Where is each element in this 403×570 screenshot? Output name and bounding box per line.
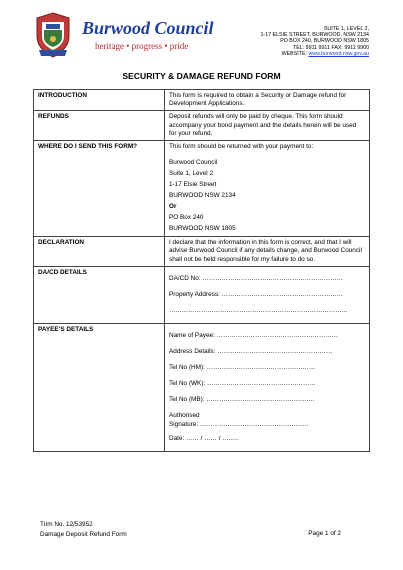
where-content [165, 141, 370, 237]
trim-number: Trim No. 12/53952 [40, 521, 93, 528]
council-tagline: heritage • progress • pride [95, 41, 189, 51]
introduction-text: This form is required to obtain a Security or Damage refund for Development Applications. [165, 90, 370, 111]
payee-address-field[interactable]: Address Details: ……………………………………………… [169, 347, 333, 355]
mail-address-line: BURWOOD NSW 2134 [169, 192, 236, 200]
address-line: 1-17 ELSIE STREET, BURWOOD, NSW 2134 [260, 32, 369, 39]
authorised-label: Authorised [169, 411, 200, 419]
date-field[interactable]: Date: …… / …… / …….. [169, 434, 239, 442]
refunds-text: Deposit refunds will only be paid by cheque. This form should accompany your bond payment and the details herein will be used for your refund. [165, 111, 370, 141]
mail-address-line: PO Box 240 [169, 214, 204, 222]
where-intro: This form should be returned with your payment to: [169, 143, 314, 151]
section-label: DA/CD DETAILS [34, 266, 165, 323]
payee-name-field[interactable]: Name of Payee: ………………………………………………… [169, 331, 339, 339]
section-label: DECLARATION [34, 237, 165, 267]
table-row [34, 237, 370, 267]
council-crest-logo [33, 12, 73, 58]
tel-home-field[interactable]: Tel No (HM): …………………………………………… [169, 363, 316, 371]
tel-work-field[interactable]: Tel No (WK): …………………………………………… [169, 379, 316, 387]
or-separator: Or [169, 203, 177, 211]
section-label: PAYEE’S DETAILS [34, 323, 165, 451]
table-row [34, 323, 370, 451]
section-label: REFUNDS [34, 111, 165, 141]
council-address-block [260, 26, 369, 57]
dacd-fields [165, 266, 370, 323]
dacd-number-field[interactable]: DA/CD No: ………………………………………………………… [169, 274, 343, 282]
website-line [260, 51, 369, 57]
mail-address-line: Suite 1, Level 2 [169, 170, 214, 178]
property-address-field[interactable]: Property Address: ………………………………………………… [169, 290, 343, 298]
declaration-text: I declare that the information in this form is correct, and that I will advise Burwood Council if any details change, and Burwood Council shall not be held responsible for my failure to do so. [165, 237, 370, 267]
website-label: WEBSITE: [281, 50, 307, 57]
payee-fields [165, 323, 370, 451]
section-label: WHERE DO I SEND THIS FORM? [34, 141, 165, 237]
website-link[interactable]: www.burwood.nsw.gov.au [308, 50, 369, 57]
council-name: Burwood Council [82, 18, 214, 38]
tel-mobile-field[interactable]: Tel No (MB): …………………………………………… [169, 395, 315, 403]
mail-address-line: Burwood Council [169, 159, 218, 167]
mail-address-line: BURWOOD NSW 1805 [169, 225, 236, 233]
mail-address-line: 1-17 Elsie Street [169, 181, 217, 189]
form-title: SECURITY & DAMAGE REFUND FORM [122, 71, 281, 81]
address-line: PO BOX 240, BURWOOD NSW 1805 [280, 38, 369, 45]
refund-form-table [33, 89, 370, 452]
table-row [34, 90, 370, 111]
table-row [34, 141, 370, 237]
signature-field[interactable]: Signature: …………………………………………… [169, 420, 309, 428]
section-label: INTRODUCTION [34, 90, 165, 111]
address-line: SUITE 1, LEVEL 2, [323, 26, 369, 32]
property-address-continuation-field[interactable]: ………………………………………………………………………… [169, 306, 348, 314]
table-row [34, 111, 370, 141]
footer-document-info [40, 520, 127, 540]
address-line: TEL: 9911 9911 FAX: 9911 9900 [293, 44, 369, 51]
page-number: Page 1 of 2 [308, 530, 341, 537]
document-name: Damage Deposit Refund Form [40, 531, 127, 538]
table-row [34, 266, 370, 323]
